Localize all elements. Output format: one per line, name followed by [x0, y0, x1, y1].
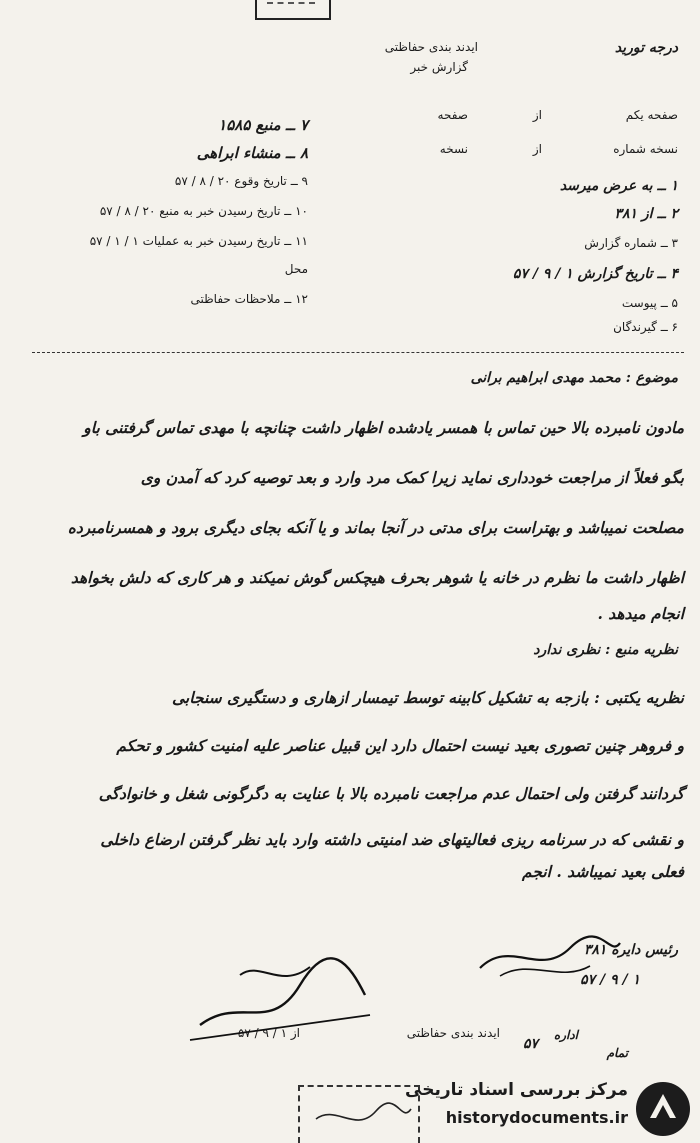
field-report-number: ۳ ــ شماره گزارش	[584, 236, 678, 250]
officer-opinion-line: و فروهر چنین تصوری بعید نیست احتمال دارد این قبیل عناصر علیه امنیت کشور و تحکم	[116, 736, 684, 755]
page-from: از	[532, 108, 542, 122]
field-recipients: ۶ ــ گیرندگان	[613, 320, 678, 334]
divider	[32, 352, 684, 353]
copies-label: نسخه	[439, 142, 468, 156]
stamp-scribble	[306, 1099, 416, 1139]
body-line: اظهار داشت ما نظرم در خانه یا شوهر بحرف هیچکس گوش نمیکند و هر کاری که دلش بخواهد	[70, 568, 684, 587]
field-attachment: ۵ ــ پیوست	[621, 296, 678, 310]
page-label: صفحه یکم	[625, 108, 678, 122]
watermark-site: historydocuments.ir	[445, 1108, 628, 1127]
org-name: ایدند بندی حفاظتی	[384, 40, 478, 54]
watermark	[405, 1076, 700, 1141]
field-from: ۲ ــ از ۳۸۱	[614, 206, 678, 222]
copy-label: نسخه شماره	[613, 142, 678, 156]
small-mark: تمام	[606, 1046, 628, 1060]
field-event-date: ۹ ــ تاریخ وقوع ۲۰ / ۸ / ۵۷	[174, 174, 308, 188]
unit-date: از ۱ / ۹ / ۵۷	[237, 1026, 300, 1040]
signature-middle	[180, 955, 380, 1045]
classification-label: درجه تورید	[614, 40, 678, 56]
field-ops-date: ۱۱ ــ تاریخ رسیدن خبر به عملیات ۱ / ۱ / ۵۷	[89, 234, 308, 248]
watermark-logo-icon	[634, 1080, 692, 1138]
officer-opinion-line: گردانند گرفتن ولی احتمال عدم مراجعت نامبرده بالا با عنایت به دگرگونی شغل و خانوادگی	[98, 784, 684, 803]
body-line: مادون نامبرده بالا حین تماس با همسر یادشده اظهار داشت چنانچه با مهدی تماس گرفتنی باو	[83, 418, 684, 437]
year-mark: ۵۷	[522, 1036, 538, 1052]
field-security-notes: ۱۲ ــ ملاحظات حفاظتی	[190, 292, 308, 306]
copy-from: از	[532, 142, 542, 156]
subject: موضوع : محمد مهدی ابراهیم برانی	[470, 370, 678, 386]
field-location: محل	[284, 262, 308, 276]
unit-name: ایدند بندی حفاظتی	[406, 1026, 500, 1040]
body-line: مصلحت نمیباشد و بهتراست برای مدتی در آنجا بماند و یا آنکه بجای دیگری برود و همسرنامبرده	[67, 518, 684, 537]
chief-note: رئیس دایره ۳۸۱	[583, 942, 678, 958]
field-report-date: ۴ ــ تاریخ گزارش ۱ / ۹ / ۵۷	[512, 266, 678, 282]
source-opinion: نظریه منبع : نظری ندارد	[533, 642, 678, 658]
pages-label: صفحه	[437, 108, 468, 122]
report-type: گزارش خبر	[410, 60, 468, 74]
officer-opinion-line: و نقشی که در سرنامه ریزی فعالیتهای ضد امنیتی داشته وارد باید نظر گرفتن ارضاع داخلی	[100, 830, 684, 849]
field-source-date: ۱۰ ــ تاریخ رسیدن خبر به منبع ۲۰ / ۸ / ۵۷	[99, 204, 308, 218]
signature-right	[470, 928, 630, 988]
officer-opinion-line: فعلی بعید نمیباشد . انجم	[522, 862, 684, 881]
field-submitted: ۱ ــ به عرض میرسد	[559, 178, 678, 194]
top-stamp-box	[255, 0, 331, 20]
chief-date: ۱ / ۹ / ۵۷	[580, 972, 640, 988]
body-line: بگو فعلاً از مراجعت خودداری نماید زیرا کمک مرد وارد و بعد توصیه کرد که آمدن وی	[140, 468, 684, 487]
body-line: انجام میدهد .	[597, 604, 684, 623]
office-mark: اداره	[553, 1028, 578, 1042]
watermark-org: مرکز بررسی اسناد تاریخی	[405, 1080, 628, 1100]
bottom-stamp-box	[298, 1085, 420, 1143]
field-source: ۷ ــ منبع ۱۵۸۵	[218, 116, 308, 134]
field-origin: ۸ ــ منشاء ابراهی	[196, 144, 308, 162]
officer-opinion-line: نظریه یکتبی : بازجه به تشکیل کابینه توسط تیمسار ازهاری و دستگیری سنجابی	[172, 688, 684, 707]
